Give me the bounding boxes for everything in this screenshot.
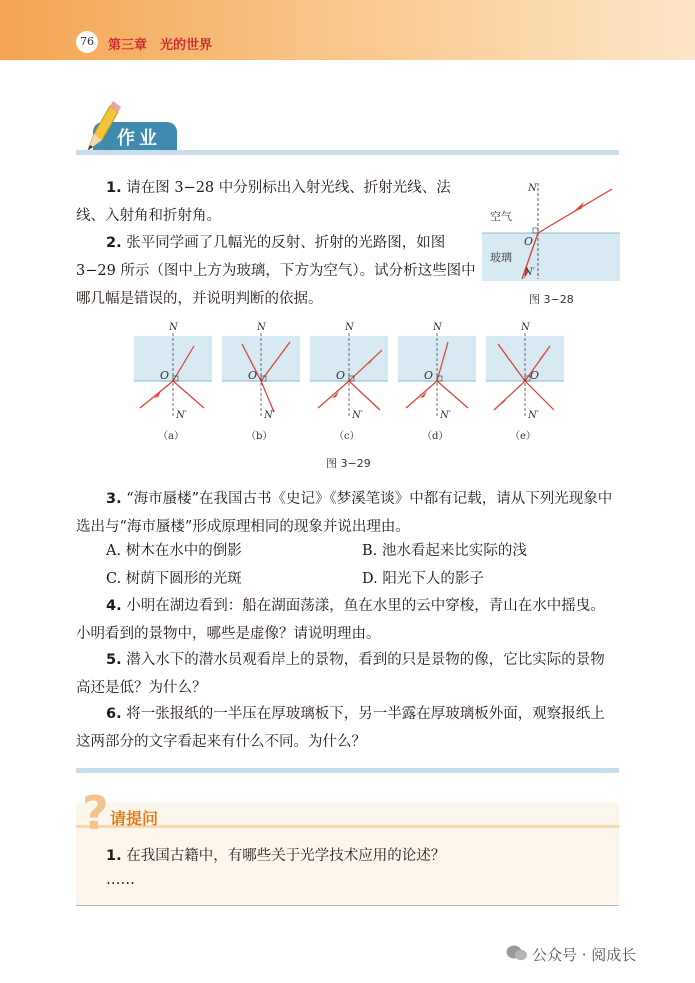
panel-c-n: N: [345, 322, 354, 333]
panel-a-n2: N′: [176, 410, 188, 421]
panel-d: [398, 322, 476, 442]
wechat-icon: [506, 944, 528, 962]
question-2-number: 2.: [106, 235, 122, 251]
homework-title: 作业: [117, 128, 161, 149]
panel-b-n: N: [257, 322, 266, 333]
ask-title: 请提问: [110, 809, 159, 828]
panel-b: [222, 322, 300, 442]
panel-b-n2: N′: [264, 410, 276, 421]
homework-rule: [76, 150, 619, 155]
question-5-number: 5.: [106, 652, 122, 668]
label-n-prime: N′: [524, 267, 536, 278]
question-4: [76, 592, 619, 648]
panel-e-label: （e）: [510, 431, 536, 442]
figure-3-29-caption: 图 3−29: [326, 457, 371, 470]
page-header: [0, 0, 695, 60]
panel-e-n2: N′: [528, 410, 540, 421]
label-air: 空气: [490, 210, 512, 223]
ask-ellipsis: ……: [106, 872, 135, 888]
ask-question-1: [76, 842, 619, 870]
question-1-number: 1.: [106, 180, 122, 196]
figure-3-28-caption: 图 3−28: [529, 293, 574, 306]
label-glass: 玻璃: [490, 251, 512, 264]
panel-a: [134, 322, 212, 442]
ask-question-1-number: 1.: [106, 848, 122, 864]
panel-c-n2: N′: [352, 410, 364, 421]
panel-b-o: O: [248, 369, 258, 382]
panel-e: [486, 322, 564, 442]
watermark: 公众号 · 阅成长: [532, 946, 637, 964]
question-6-number: 6.: [106, 706, 122, 722]
question-3-text: “海市蜃楼”在我国古书《史记》《梦溪笔谈》中都有记载，请从下列光现象中选出与“海市蜃楼”形成原理相同的现象并说出理由。: [76, 491, 613, 535]
question-2-text: 张平同学画了几幅光的反射、折射的光路图，如图 3−29 所示（图中上方为玻璃，下方为空气）。试分析这些图中哪几幅是错误的，并说明判断的依据。: [76, 235, 476, 307]
panel-d-o: O: [424, 369, 434, 382]
question-3-number: 3.: [106, 491, 122, 507]
question-6-text: 将一张报纸的一半压在厚玻璃板下，另一半露在厚玻璃板外面，观察报纸上这两部分的文字看起来有什么不同。为什么？: [76, 706, 605, 750]
question-mark-icon: ?: [82, 786, 109, 840]
panel-e-o: O: [530, 369, 540, 382]
option-b: B. 池水看起来比实际的浅: [362, 543, 527, 559]
question-2: [76, 229, 476, 313]
incident-ray: [538, 189, 612, 233]
panel-d-n: N: [433, 322, 442, 333]
ask-question-1-text: 在我国古籍中，有哪些关于光学技术应用的论述？: [126, 848, 446, 864]
label-o: O: [524, 235, 534, 248]
label-n: N: [528, 183, 537, 194]
option-c: C. 树荫下圆形的光斑: [106, 571, 242, 587]
question-1: [76, 174, 476, 230]
page-number: 76: [76, 31, 98, 53]
panel-d-n2: N′: [440, 410, 452, 421]
panel-e-n: N: [521, 322, 530, 333]
panel-b-label: （b）: [246, 431, 273, 442]
figure-3-28: [480, 175, 620, 285]
panel-a-n: N: [169, 322, 178, 333]
chapter-title: 第三章 光的世界: [108, 38, 213, 53]
option-d: D. 阳光下人的影子: [362, 571, 484, 587]
question-4-number: 4.: [106, 598, 122, 614]
panel-a-o: O: [160, 369, 170, 382]
figure-3-29: [132, 318, 622, 448]
section-divider: [76, 768, 619, 773]
question-4-text: 小明在湖边看到：船在湖面荡漾，鱼在水里的云中穿梭，青山在水中摇曳。小明看到的景物中，哪些是虚像？请说明理由。: [76, 598, 605, 642]
question-1-text: 请在图 3−28 中分别标出入射光线、折射光线、法线、入射角和折射角。: [76, 180, 451, 224]
panel-c-o: O: [336, 369, 346, 382]
panel-a-label: （a）: [158, 431, 184, 442]
question-6: [76, 700, 619, 756]
option-a: A. 树木在水中的倒影: [106, 543, 242, 559]
panel-c-label: （c）: [334, 431, 360, 442]
panel-d-label: （d）: [422, 431, 449, 442]
question-5: [76, 646, 619, 702]
question-5-text: 潜入水下的潜水员观看岸上的景物，看到的只是景物的像，它比实际的景物高还是低？为什么？: [76, 652, 605, 696]
question-3: [76, 485, 619, 541]
panel-c: [310, 322, 388, 442]
